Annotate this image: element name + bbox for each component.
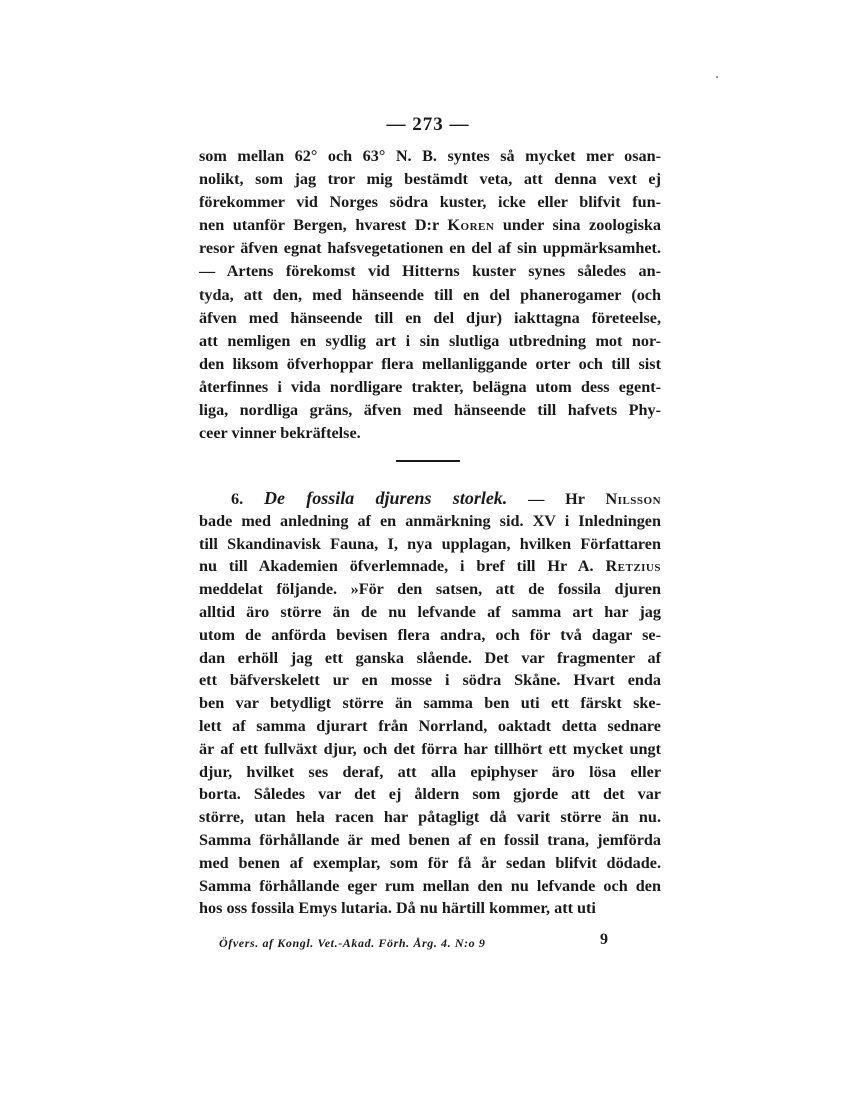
text-line: som mellan 62° och 63° N. B. syntes så mycket mer osan- xyxy=(199,147,661,165)
text-line: Samma förhållande eger rum mellan den nu lefvande och den xyxy=(199,876,661,895)
section-first-line-rest: — Hr xyxy=(528,490,585,508)
text-line: ceer vinner bekräftelse. xyxy=(199,424,361,443)
text-line: borta. Således var det ej åldern som gjorde att det var xyxy=(199,785,661,804)
text-line: förekommer vid Norges södra kuster, icke eller blifvit fun- xyxy=(199,193,661,212)
page-number: — 273 — xyxy=(386,114,470,135)
section-title: De fossila djurens storlek. xyxy=(263,488,508,508)
text-line: dan erhöll jag ett ganska slående. Det var fragmenter af xyxy=(199,648,661,667)
section-divider xyxy=(396,460,460,462)
text-line: med benen af exemplar, som för få år sedan blifvit dödade. xyxy=(199,853,661,872)
text-line: — Artens förekomst vid Hitterns kuster synes således an- xyxy=(199,262,661,281)
author-name: Nilsson xyxy=(605,490,662,508)
paragraph-1 xyxy=(199,145,661,445)
text-line: ben var betydligt större än samma ben uti ett färskt ske- xyxy=(199,694,661,713)
text-line: tyda, att den, med hänseende till en del phanerogamer (och xyxy=(199,285,661,304)
text-line: meddelat följande. »För den satsen, att de fossila djuren xyxy=(199,580,661,599)
text-line: djur, hvilket ses deraf, att alla epiphyser äro lösa eller xyxy=(199,762,661,781)
text-line: ett bäfverskelett ur en mosse i södra Skåne. Hvart enda xyxy=(199,671,661,690)
text-line: att nemligen en sydlig art i sin slutliga utbredning mot nor- xyxy=(199,331,661,350)
text-line: lett af samma djurart från Norrland, oaktadt detta sednare xyxy=(199,716,661,735)
text-line: större, utan hela racen har påtagligt då varit större än nu. xyxy=(199,808,661,827)
paragraph-2 xyxy=(199,487,661,920)
text-line: den liksom öfverhoppar flera mellanliggande orter och till sist xyxy=(199,354,661,373)
text-line: återfinnes i vida nordligare trakter, belägna utom dess egent- xyxy=(199,377,661,396)
section-heading-line xyxy=(199,487,661,510)
person-name: Retzius xyxy=(605,557,661,576)
text-line: nolikt, som jag tror mig bestämdt veta, att denna vext ej xyxy=(199,170,661,189)
speck xyxy=(716,76,718,78)
text-line: Samma förhållande är med benen af en fossil trana, jemförda xyxy=(199,830,661,849)
text-line: äfven med hänseende till en del djur) iakttagna företeelse, xyxy=(199,308,661,327)
text-line: utom de anförda bevisen flera andra, och för två dagar se- xyxy=(199,625,661,644)
text-line: till Skandinavisk Fauna, I, nya upplagan, hvilken Författaren xyxy=(199,534,661,553)
section-number: 6. xyxy=(231,490,244,508)
text-line: bade med anledning af en anmärkning sid. XV i Inledningen xyxy=(199,511,661,530)
text-line: är af ett fullväxt djur, och det förra har tillhört ett mycket ungt xyxy=(199,739,661,758)
person-name: Koren xyxy=(447,216,495,235)
signature-mark: Öfvers. af Kongl. Vet.-Akad. Förh. Årg. 4. N:o 9 xyxy=(219,936,486,950)
paragraph-2-lines xyxy=(199,510,661,920)
text-line: resor äfven egnat hafsvegetationen en del af sin uppmärksamhet. xyxy=(199,239,661,258)
text-line: nu till Akademien öfverlemnade, i bref till Hr A. Retzius xyxy=(199,557,661,576)
text-line: alltid äro större än de nu lefvande af samma art har jag xyxy=(199,602,661,621)
text-line: liga, nordliga gräns, äfven med hänseende till hafvets Phy- xyxy=(199,401,661,420)
signature-number: 9 xyxy=(600,931,608,948)
text-line: nen utanför Bergen, hvarest D:r Koren under sina zoologiska xyxy=(199,216,661,235)
text-line: hos oss fossila Emys lutaria. Då nu härtill kommer, att uti xyxy=(199,899,596,918)
